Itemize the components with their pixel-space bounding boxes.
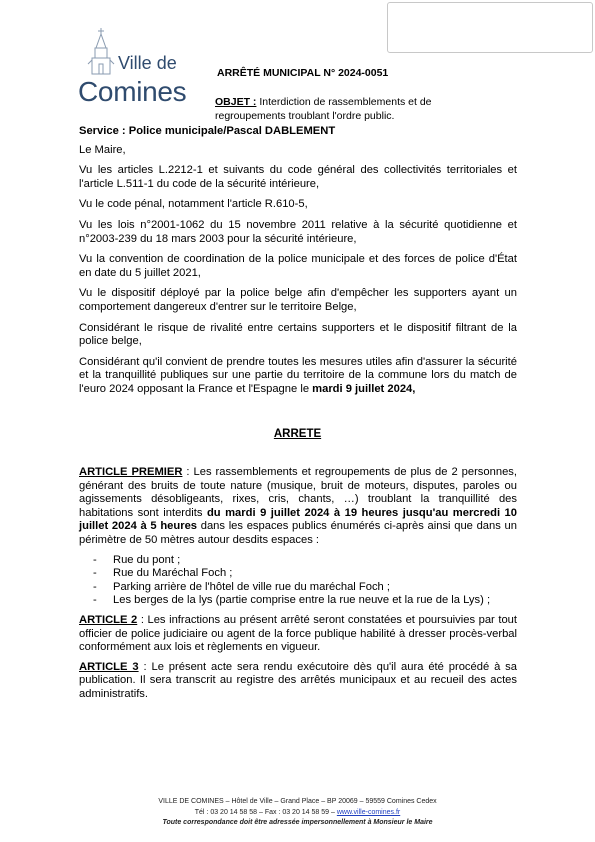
arrete-number: ARRÊTÉ MUNICIPAL N° 2024-0051 — [217, 67, 389, 79]
list-item: - Rue du Maréchal Foch ; — [79, 567, 517, 581]
street-list — [79, 554, 517, 608]
considerant-paragraph — [79, 356, 517, 397]
articles — [79, 466, 517, 708]
city-logo — [76, 26, 192, 108]
vu-paragraph: Vu le dispositif déployé par la police belge afin d'empêcher les supporters ayant un comportement dangereux d'entrer sur le territoire Belge, — [79, 287, 517, 313]
considerant-date: mardi 9 juillet 2024, — [312, 382, 416, 395]
le-maire: Le Maire, — [79, 143, 126, 156]
article-1-text-b: dans les espaces publics énumérés ci-après ainsi que dans un périmètre de 50 mètres autour desdits espaces : — [79, 520, 517, 546]
article-1-period: du mardi 9 juillet 2024 à 19 heures jusqu'au mercredi 10 juillet 2024 à 5 heures — [79, 506, 517, 533]
list-item: - Rue du pont ; — [79, 554, 517, 568]
footer-notice: Toute correspondance doit être adressée impersonnellement à Monsieur le Maire — [162, 819, 433, 826]
article-1 — [79, 466, 517, 548]
considerant-text: Considérant qu'il convient de prendre toutes les mesures utiles afin d'assurer la sécurité et la tranquillité publiques sur une partie du territoire de la commune lors du match de l'euro 2024 opposant la France et l'Espagne le — [79, 355, 517, 395]
article-3-text: : Le présent acte sera rendu exécutoire dès qu'il aura été procédé à sa publication. Il sera transcrit au registre des arrêtés municipaux et au recueil des actes administratifs. — [79, 660, 517, 700]
considerant-paragraph: Considérant le risque de rivalité entre certains supporters et le dispositif filtrant de la police belge, — [79, 321, 517, 348]
objet-block — [215, 95, 475, 123]
footer-address: VILLE DE COMINES – Hôtel de Ville – Grand Place – BP 20069 – 59559 Comines Cedex — [158, 798, 437, 805]
logo-ville-text: Ville de — [118, 53, 177, 73]
article-1-label: ARTICLE PREMIER — [79, 466, 183, 478]
objet-text: Interdiction de rassemblements et de regroupements troublant l'ordre public. — [215, 96, 432, 122]
article-3-label: ARTICLE 3 — [79, 660, 139, 673]
service-line: Service : Police municipale/Pascal DABLEMENT — [79, 125, 336, 137]
objet-label: OBJET : — [215, 96, 257, 108]
vu-paragraph: Vu la convention de coordination de la police municipale et des forces de police d'État en date du 5 juillet 2021, — [79, 253, 517, 279]
arrete-title: ARRETE — [273, 428, 322, 440]
vu-paragraph: Vu les articles L.2212-1 et suivants du code général des collectivités territoriales et l'article L.511-1 du code de la sécurité intérieure, — [79, 164, 517, 190]
article-2 — [79, 614, 517, 655]
footer-phone: Tél : 03 20 14 58 58 – Fax : 03 20 14 58 59 – — [194, 808, 337, 816]
stamp-box — [387, 2, 593, 53]
article-2-text: : Les infractions au présent arrêté seront constatées et poursuivies par tout officier de police judiciaire ou agent de la force publique habilité à dresser procès-verbal conformément aux lois et règlements en vigueur. — [79, 613, 517, 654]
list-item: - Parking arrière de l'hôtel de ville rue du maréchal Foch ; — [79, 581, 517, 595]
website-link[interactable]: www.ville-comines.fr — [336, 808, 401, 816]
vu-paragraph: Vu les lois n°2001-1062 du 15 novembre 2011 relative à la sécurité quotidienne et n°2003-239 du 18 mars 2003 pour la sécurité intérieure, — [79, 218, 517, 245]
logo-comines-text: Comines — [78, 76, 187, 107]
footer — [0, 797, 595, 829]
list-item: - Les berges de la lys (partie comprise entre la rue neuve et la rue de la Lys) ; — [79, 594, 517, 608]
article-3 — [79, 661, 517, 702]
preamble — [79, 125, 517, 404]
article-1-text-a: : Les rassemblements et regroupements de plus de 2 personnes, générant des bruits de toute nature (musique, bruit de moteurs, disputes, paroles ou agissements désobligeants, rixes, cris, chants, …) troublant la tranquillité des habitations sont interdits — [79, 466, 517, 519]
footer-contact — [0, 808, 595, 819]
article-2-label: ARTICLE 2 — [79, 613, 138, 626]
vu-paragraph: Vu le code pénal, notamment l'article R.610-5, — [79, 198, 308, 211]
church-icon — [86, 26, 116, 76]
